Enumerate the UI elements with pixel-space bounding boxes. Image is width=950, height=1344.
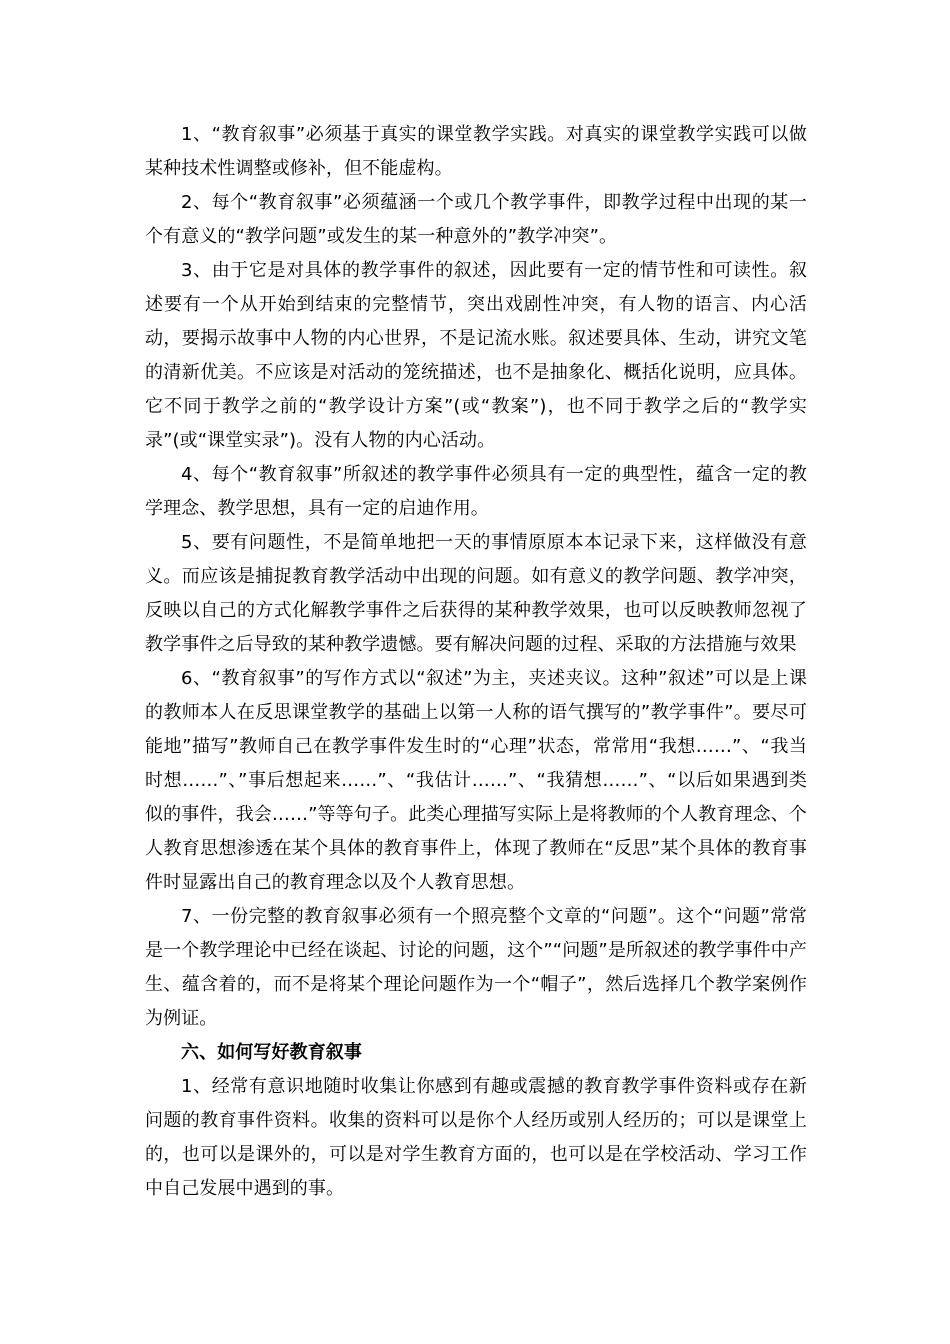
paragraph-4: 4、每个“教育叙事”所叙述的教学事件必须具有一定的典型性，蕴含一定的教学理念、教学思想，具有一定的启迪作用。: [145, 464, 807, 519]
paragraph-3: 3、由于它是对具体的教学事件的叙述，因此要有一定的情节性和可读性。叙述要有一个从开始到结束的完整情节，突出戏剧性冲突，有人物的语言、内心活动，要揭示故事中人物的内心世界，不是记流水账。叙述要具体、生动，讲究文笔的清新优美。不应该是对活动的笼统描述，也不是抽象化、概括化说明，应具体。它不同于教学之前的“教学设计方案”(或“教案”)，也不同于教学之后的“教学实录”(或“课堂实录”)。没有人物的内心活动。: [145, 260, 807, 451]
paragraph-2: 2、每个“教育叙事”必须蕴涵一个或几个教学事件，即教学过程中出现的某一个有意义的“教学问题”或发生的某一种意外的”教学冲突”。: [145, 192, 807, 247]
paragraph-5: 5、要有问题性，不是简单地把一天的事情原原本本记录下来，这样做没有意义。而应该是捕捉教育教学活动中出现的问题。如有意义的教学问题、教学冲突，反映以自己的方式化解教学事件之后获得的某种教学效果，也可以反映教师忽视了教学事件之后导致的某种教学遗憾。要有解决问题的过程、采取的方法措施与效果: [145, 532, 807, 655]
paragraph-section-1: 1、经常有意识地随时收集让你感到有趣或震撼的教育教学事件资料或存在新问题的教育事件资料。收集的资料可以是你个人经历或别人经历的；可以是课堂上的，也可以是课外的，可以是对学生教育方面的，也可以是在学校活动、学习工作中自己发展中遇到的事。: [145, 1076, 807, 1199]
paragraph-6: 6、“教育叙事”的写作方式以“叙述”为主，夹述夹议。这种”叙述”可以是上课的教师本人在反思课堂教学的基础上以第一人称的语气撰写的”教学事件”。要尽可能地”描写”教师自己在教学事件发生时的“心理”状态，常常用“我想……”、“我当时想……”、”事后想起来……”、“我估计……”、“我猜想……”、“以后如果遇到类似的事件，我会……”等等句子。此类心理描写实际上是将教师的个人教育理念、个人教育思想渗透在某个具体的教育事件上，体现了教师在“反思”某个具体的教育事件时显露出自己的教育理念以及个人教育思想。: [145, 668, 807, 893]
paragraph-1: 1、“教育叙事”必须基于真实的课堂教学实践。对真实的课堂教学实践可以做某种技术性调整或修补，但不能虚构。: [145, 124, 807, 179]
section-heading: 六、如何写好教育叙事: [181, 1042, 362, 1063]
paragraph-7: 7、一份完整的教育叙事必须有一个照亮整个文章的“问题”。这个“问题”常常是一个教学理论中已经在谈起、讨论的问题，这个”“问题”是所叙述的教学事件中产生、蕴含着的，而不是将某个理论问题作为一个“帽子”，然后选择几个教学案例作为例证。: [145, 906, 807, 1029]
document-body: [145, 118, 807, 1206]
